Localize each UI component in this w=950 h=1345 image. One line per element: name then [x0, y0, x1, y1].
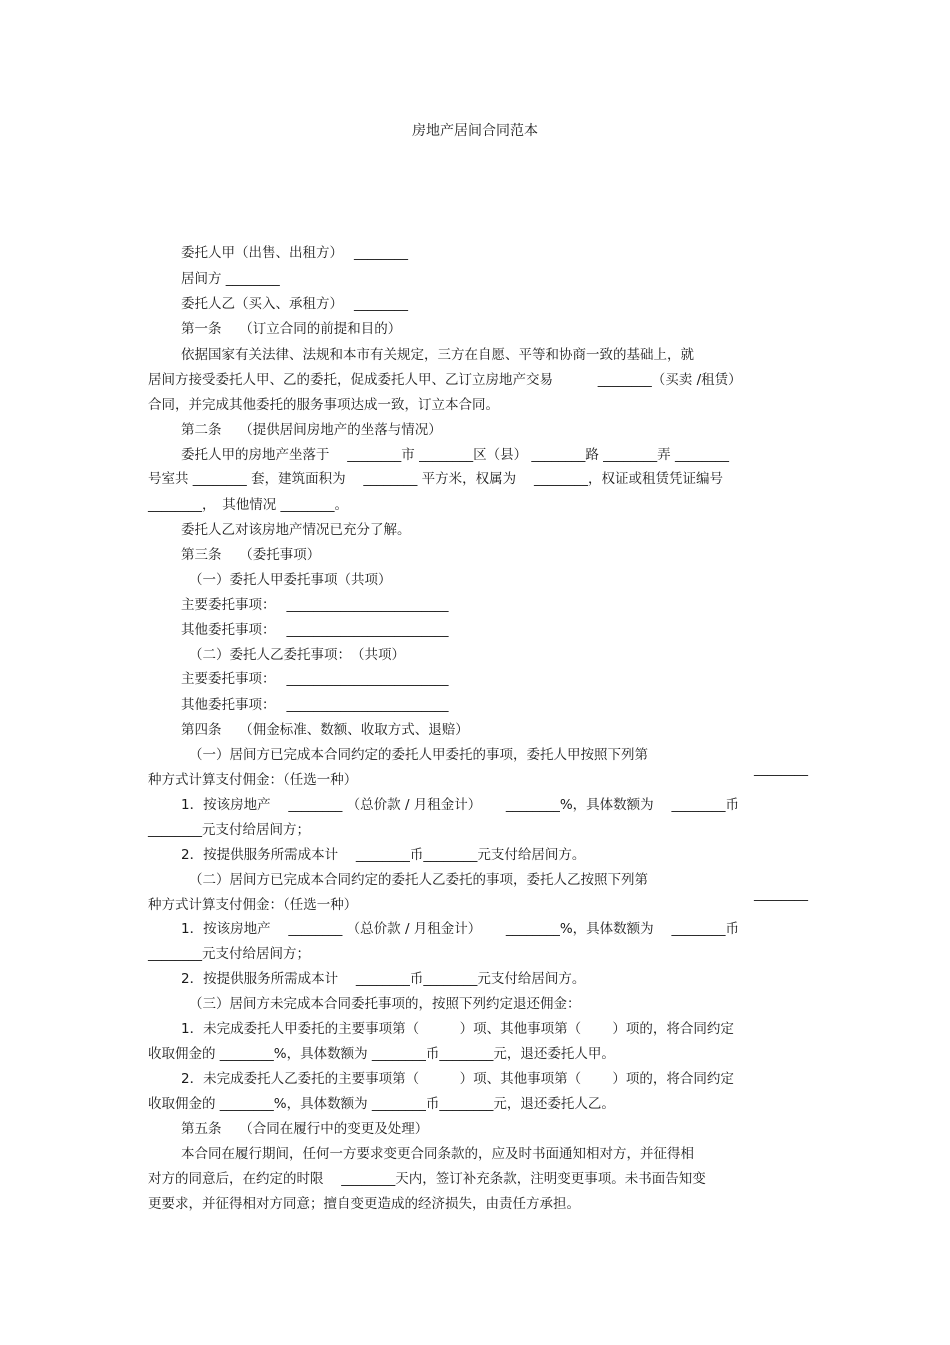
article-3-item: （一）委托人甲委托事项（共项）	[189, 572, 392, 588]
article-1-heading: 第一条 （订立合同的前提和目的）	[181, 321, 402, 337]
article-4-text: （一）居间方已完成本合同约定的委托人甲委托的事项，委托人甲按照下列第	[189, 747, 648, 763]
article-4-text: （三）居间方未完成本合同委托事项的，按照下列约定退还佣金：	[189, 996, 581, 1012]
article-4-text: 1．按该房地产 ________ （总价款 / 月租金计） ________%，具体数额为 ________币	[181, 921, 739, 937]
party-b-line: 委托人乙（买入、承租方） ________	[181, 296, 409, 312]
article-4-text: 收取佣金的 ________%，具体数额为 ________币________元，退还委托人乙。	[148, 1096, 615, 1112]
article-3-item: （二）委托人乙委托事项： （共项）	[189, 647, 405, 663]
intermediary-line: 居间方 ________	[181, 271, 280, 287]
article-3-heading: 第三条 （委托事项）	[181, 547, 321, 563]
party-a-line: 委托人甲（出售、出租方） ________	[181, 245, 409, 261]
article-1-text: 依据国家有关法律、法规和本市有关规定，三方在自愿、平等和协商一致的基础上，就	[181, 347, 694, 363]
article-4-text: 种方式计算支付佣金：（任选一种）	[148, 772, 358, 788]
article-2-text: 号室共 ________ 套，建筑面积为 ________ 平方米，权属为 ________，权证或租赁凭证编号	[148, 471, 723, 487]
article-4-text: 1．按该房地产 ________ （总价款 / 月租金计） ________%，具体数额为 ________币	[181, 797, 739, 813]
article-5-heading: 第五条 （合同在履行中的变更及处理）	[181, 1121, 429, 1137]
article-4-text: （二）居间方已完成本合同约定的委托人乙委托的事项，委托人乙按照下列第	[189, 872, 648, 888]
article-4-blank: ________	[754, 761, 808, 777]
article-4-heading: 第四条 （佣金标准、数额、收取方式、退赔）	[181, 722, 469, 738]
article-4-text: 2．按提供服务所需成本计 ________币________元支付给居间方。	[181, 847, 586, 863]
article-3-item: 其他委托事项： ________________________	[181, 697, 449, 713]
article-2-heading: 第二条 （提供居间房地产的坐落与情况）	[181, 422, 442, 438]
article-1-text: 居间方接受委托人甲、乙的委托，促成委托人甲、乙订立房地产交易 ________（买卖 /租赁）	[148, 372, 742, 388]
article-2-text: 委托人甲的房地产坐落于 ________市 ________区（县） ________路 ________弄 ________	[181, 447, 729, 463]
article-5-text: 更要求，并征得相对方同意；擅自变更造成的经济损失，由责任方承担。	[148, 1196, 580, 1212]
article-4-text: 1．未完成委托人甲委托的主要事项第（ ）项、其他事项第（ ）项的，将合同约定	[181, 1021, 734, 1037]
article-3-item: 其他委托事项： ________________________	[181, 622, 449, 638]
article-1-text: 合同，并完成其他委托的服务事项达成一致，订立本合同。	[148, 397, 499, 413]
article-3-item: 主要委托事项： ________________________	[181, 671, 449, 687]
article-4-text: ________元支付给居间方；	[148, 946, 310, 962]
article-5-text: 对方的同意后，在约定的时限 ________天内，签订补充条款，注明变更事项。未书面告知变	[148, 1171, 706, 1187]
article-4-text: 2．未完成委托人乙委托的主要事项第（ ）项、其他事项第（ ）项的，将合同约定	[181, 1071, 734, 1087]
article-4-text: ________元支付给居间方；	[148, 822, 310, 838]
article-3-item: 主要委托事项： ________________________	[181, 597, 449, 613]
document-title: 房地产居间合同范本	[412, 123, 538, 139]
article-4-text: 种方式计算支付佣金：（任选一种）	[148, 897, 358, 913]
article-2-text: 委托人乙对该房地产情况已充分了解。	[181, 522, 411, 538]
article-4-text: 2．按提供服务所需成本计 ________币________元支付给居间方。	[181, 971, 586, 987]
article-2-text: ________， 其他情况 ________。	[148, 497, 349, 513]
article-4-blank: ________	[754, 886, 808, 902]
article-5-text: 本合同在履行期间，任何一方要求变更合同条款的，应及时书面通知相对方，并征得相	[181, 1146, 694, 1162]
article-4-text: 收取佣金的 ________%，具体数额为 ________币________元，退还委托人甲。	[148, 1046, 615, 1062]
